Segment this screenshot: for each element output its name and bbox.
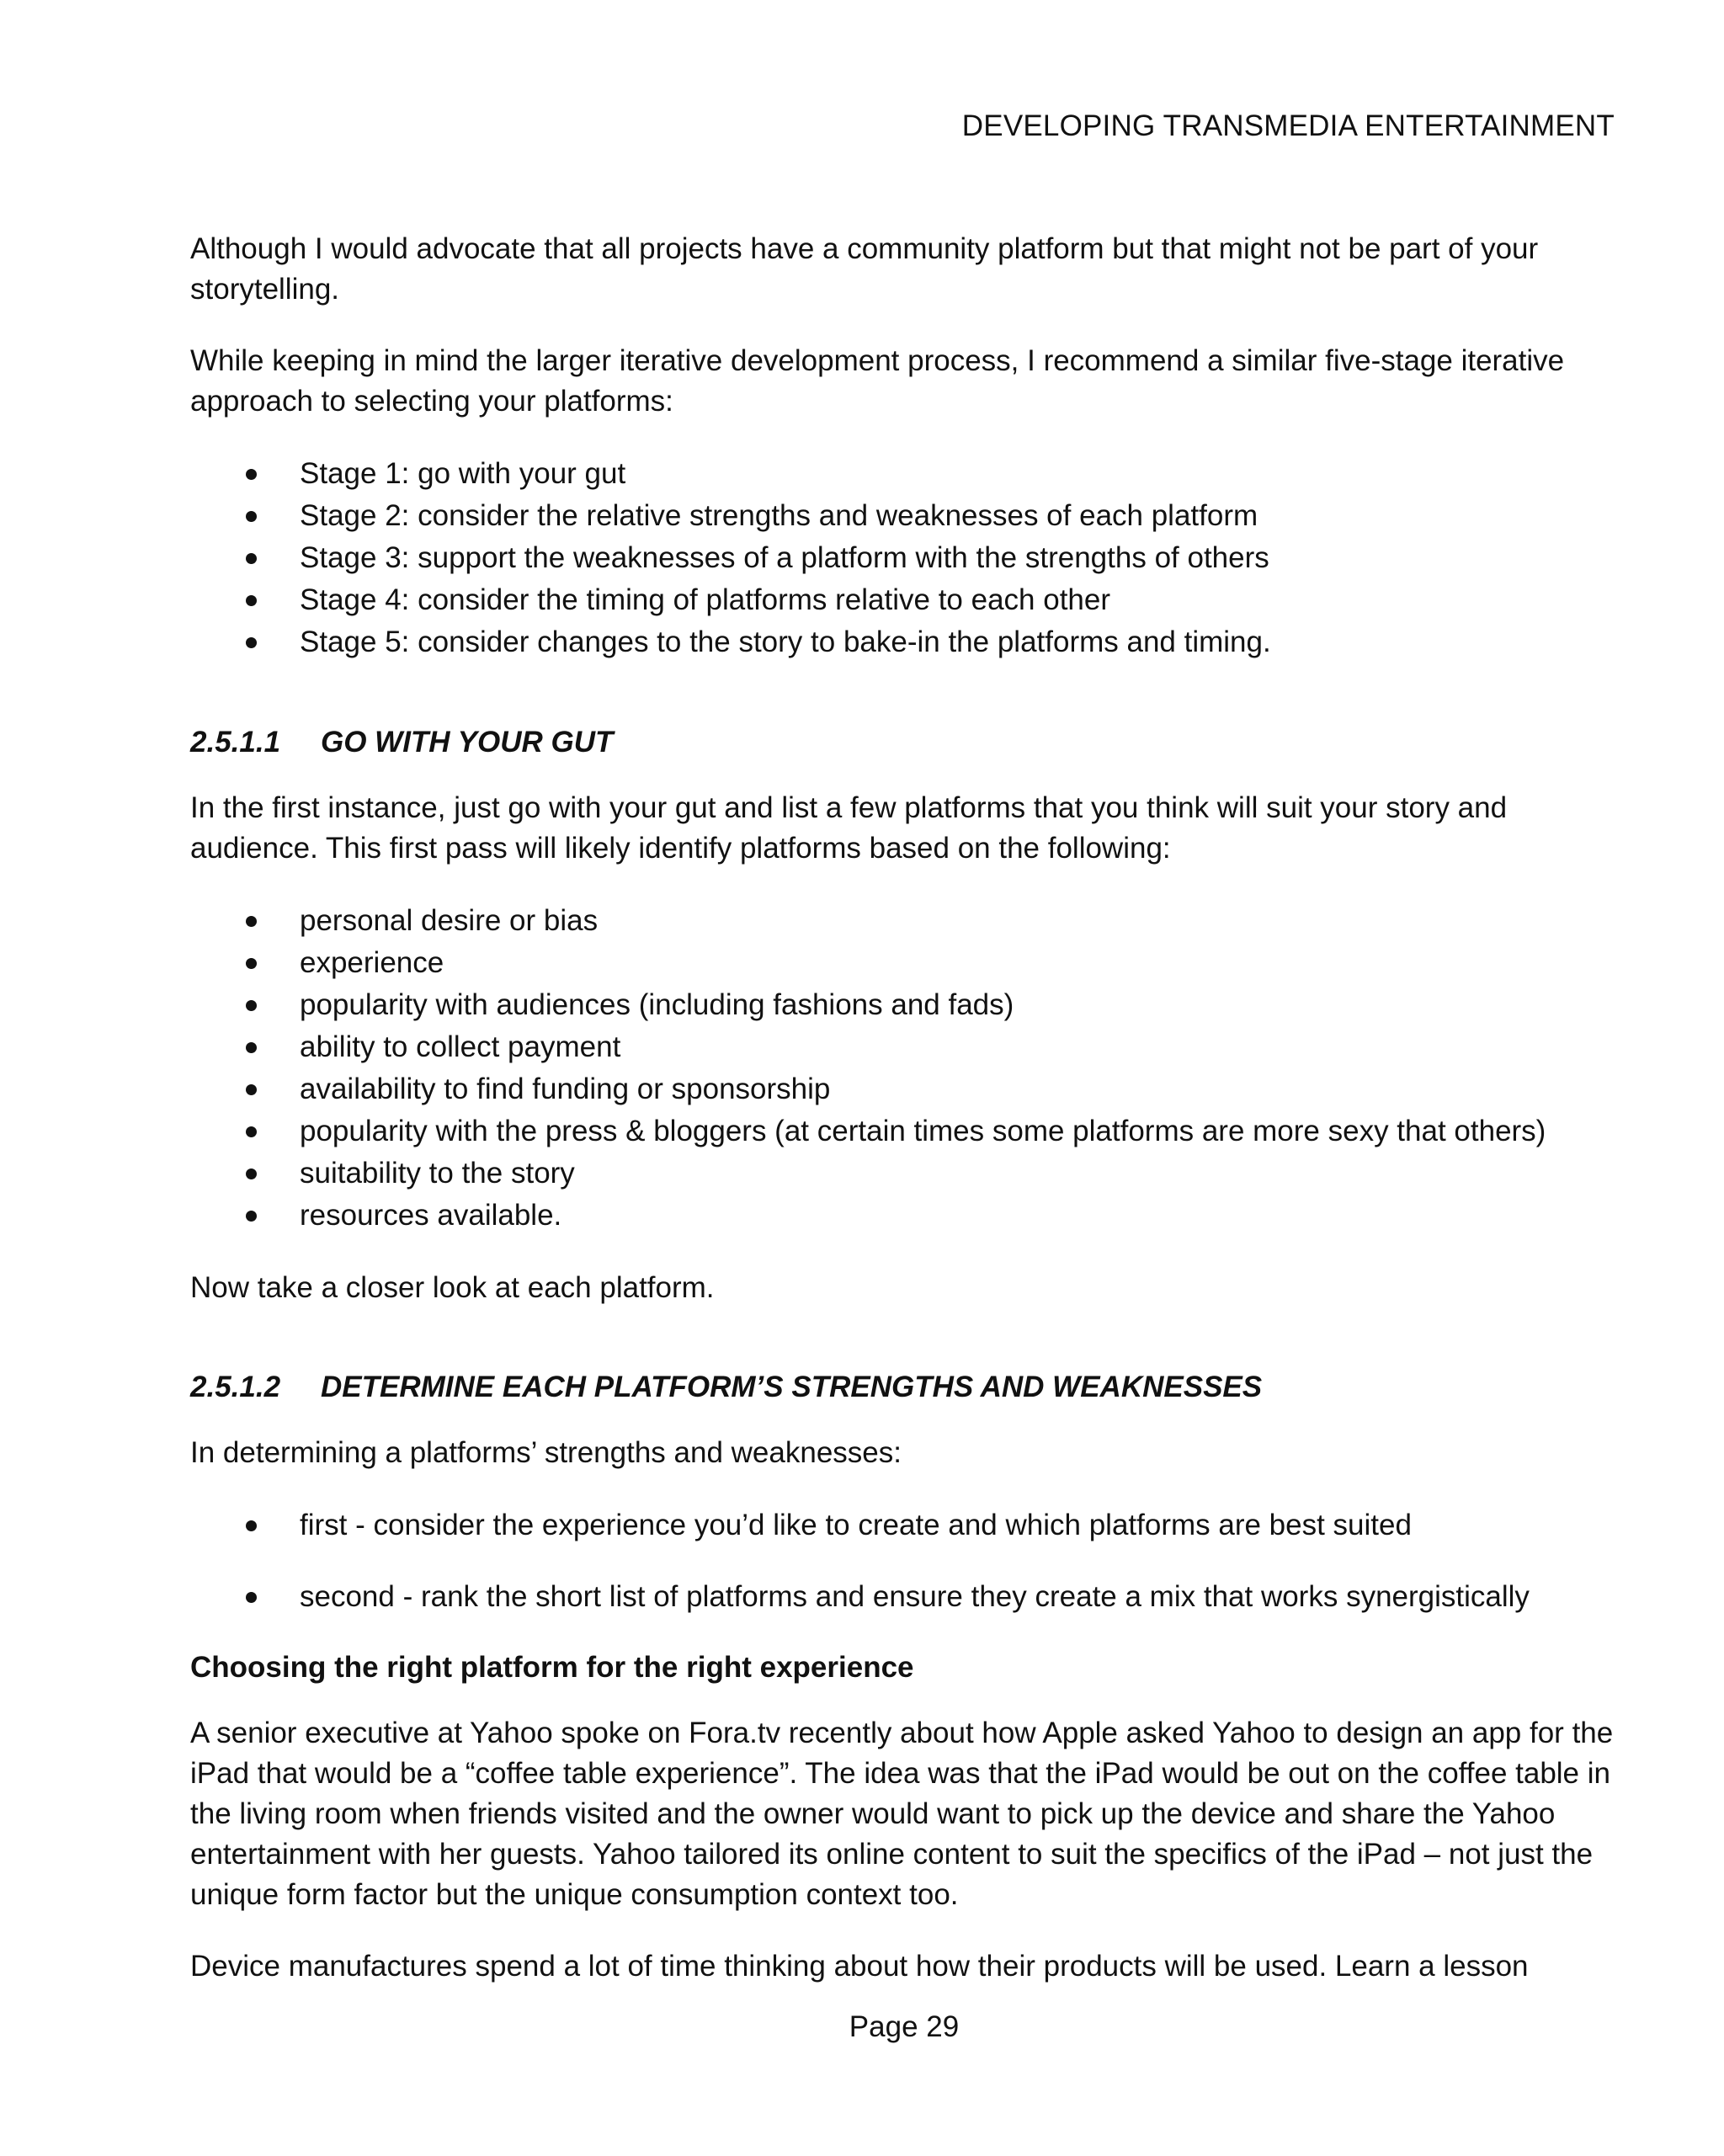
section-number: 2.5.1.2	[190, 1371, 281, 1403]
list-item: personal desire or bias	[190, 900, 1626, 942]
yahoo-paragraph: A senior executive at Yahoo spoke on Fora.tv recently about how Apple asked Yahoo to design an app for the iPad that would be a “coffee table experience”. The idea was that the iPad would be out on the coffee table in the living room when friends visited and the owner would want to pick up the device and share the Yahoo entertainment with her guests. Yahoo tailored its online content to suit the specifics of the iPad – not just the unique form factor but the unique consumption context too.	[190, 1717, 1614, 1911]
section-heading-gut	[190, 722, 1626, 763]
stage-list	[190, 453, 1626, 663]
step-list	[190, 1504, 1626, 1618]
page-number: Page 29	[849, 2010, 960, 2043]
list-item: Stage 3: support the weaknesses of a platform with the strengths of others	[190, 537, 1626, 579]
list-item: popularity with the press & bloggers (at certain times some platforms are more sexy that others)	[190, 1110, 1626, 1153]
section-title: GO WITH YOUR GUT	[321, 726, 614, 759]
factor-list	[190, 900, 1626, 1237]
closer-look-paragraph: Now take a closer look at each platform.	[190, 1271, 715, 1304]
running-header: DEVELOPING TRANSMEDIA ENTERTAINMENT	[961, 109, 1615, 142]
list-item: Stage 1: go with your gut	[190, 453, 1626, 495]
section-title: DETERMINE EACH PLATFORM’S STRENGTHS AND WEAKNESSES	[321, 1371, 1263, 1403]
list-item: experience	[190, 942, 1626, 984]
section-heading-strengths	[190, 1367, 1626, 1408]
list-item: suitability to the story	[190, 1153, 1626, 1195]
intro-paragraph-2: While keeping in mind the larger iterative development process, I recommend a similar five-stage iterative approach to selecting your platforms:	[190, 344, 1565, 418]
list-item: ability to collect payment	[190, 1026, 1626, 1068]
list-item: Stage 4: consider the timing of platforms relative to each other	[190, 579, 1626, 621]
list-item: Stage 2: consider the relative strengths and weaknesses of each platform	[190, 495, 1626, 537]
page-content	[190, 229, 1626, 2018]
strengths-intro-paragraph: In determining a platforms’ strengths and weaknesses:	[190, 1436, 902, 1469]
list-item: Stage 5: consider changes to the story to bake-in the platforms and timing.	[190, 621, 1626, 663]
gut-paragraph: In the first instance, just go with your gut and list a few platforms that you think will suit your story and audience. This first pass will likely identify platforms based on the following:	[190, 791, 1508, 865]
list-item: first - consider the experience you’d like to create and which platforms are best suited	[190, 1504, 1626, 1546]
list-item: second - rank the short list of platforms and ensure they create a mix that works synergistically	[190, 1576, 1626, 1618]
list-item: resources available.	[190, 1195, 1626, 1237]
list-item: popularity with audiences (including fashions and fads)	[190, 984, 1626, 1026]
list-item: availability to find funding or sponsorship	[190, 1068, 1626, 1110]
intro-paragraph-1: Although I would advocate that all projects have a community platform but that might not be part of your storytelling.	[190, 232, 1539, 306]
manufacturers-paragraph: Device manufactures spend a lot of time thinking about how their products will be used. Learn a lesson	[190, 1950, 1529, 1983]
subheading: Choosing the right platform for the right experience	[190, 1651, 914, 1684]
section-number: 2.5.1.1	[190, 726, 281, 759]
